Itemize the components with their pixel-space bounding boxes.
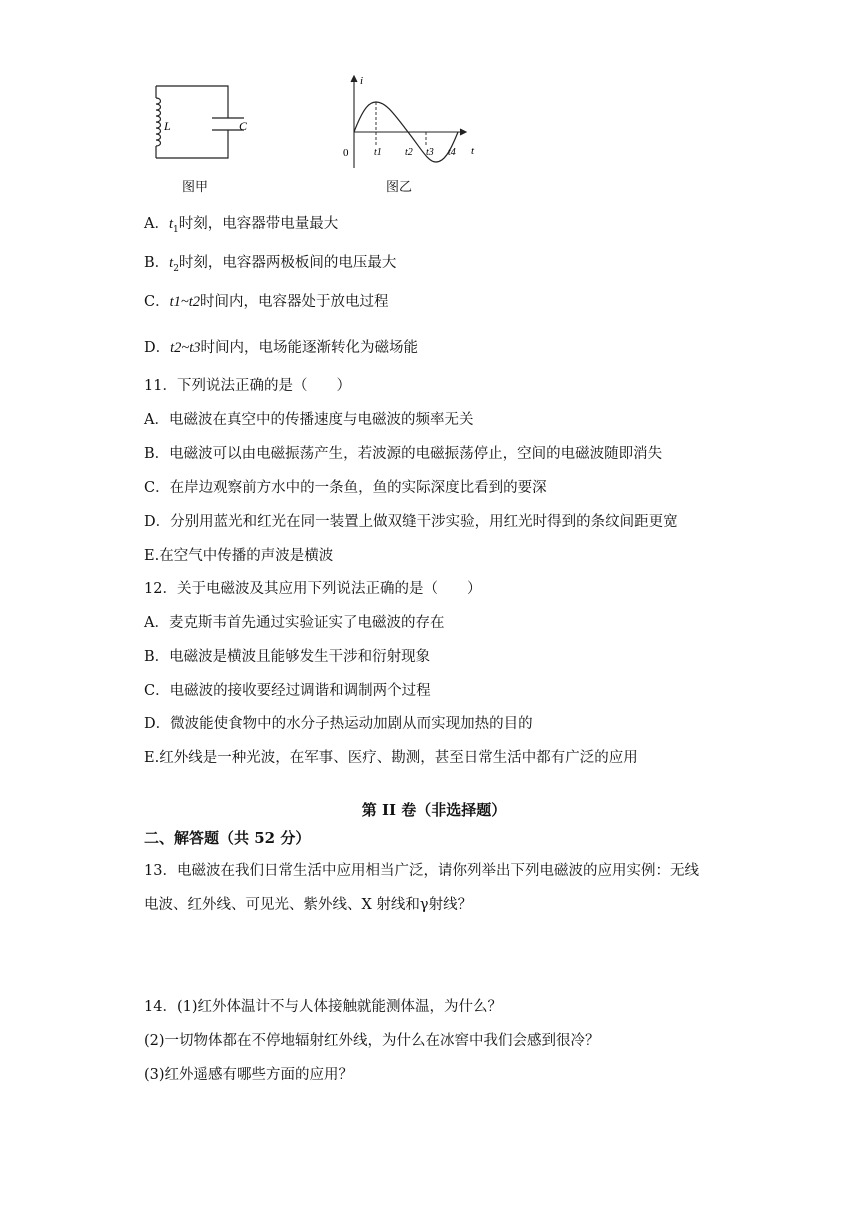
q12-stem: 12．关于电磁波及其应用下列说法正确的是（ ） bbox=[144, 581, 482, 597]
time-range: t2~t3 bbox=[170, 340, 201, 356]
origin-label: 0 bbox=[343, 147, 349, 159]
time-variable: t bbox=[169, 255, 174, 271]
q14-line-3: (3)红外遥感有哪些方面的应用？ bbox=[144, 1067, 354, 1083]
time-subscript: 1 bbox=[173, 224, 179, 235]
part-ii-title: 第 II 卷（非选择题） bbox=[361, 801, 507, 819]
q11-option-a: A．电磁波在真空中的传播速度与电磁波的频率无关 bbox=[144, 412, 474, 428]
q12-option-e: E.红外线是一种光波，在军事、医疗、勘测，甚至日常生活中都有广泛的应用 bbox=[144, 750, 638, 766]
lc-circuit-figure bbox=[148, 80, 258, 170]
time-range: t1~t2 bbox=[169, 294, 201, 310]
q11-option-e: E.在空气中传播的声波是横波 bbox=[144, 548, 334, 564]
tick-t2: t2 bbox=[405, 147, 413, 158]
option-prefix: B． bbox=[144, 255, 170, 271]
q11-option-d: D．分别用蓝光和红光在同一装置上做双缝干涉实验，用红光时得到的条纹间距更宽 bbox=[144, 514, 678, 530]
q11-option-b: B．电磁波可以由电磁振荡产生，若波源的电磁振荡停止，空间的电磁波随即消失 bbox=[144, 446, 663, 462]
q12-option-a: A．麦克斯韦首先通过实验证实了电磁波的存在 bbox=[144, 615, 445, 631]
q12-option-c: C．电磁波的接收要经过调谐和调制两个过程 bbox=[144, 683, 431, 699]
option-text: 时刻，电容器两极板间的电压最大 bbox=[178, 255, 397, 271]
current-time-graph bbox=[338, 72, 488, 172]
q11-option-c: C．在岸边观察前方水中的一条鱼，鱼的实际深度比看到的要深 bbox=[144, 480, 547, 496]
q13-line-1: 13．电磁波在我们日常生活中应用相当广泛，请你列举出下列电磁波的应用实例：无线 bbox=[144, 863, 699, 879]
capacitor-label: C bbox=[239, 119, 248, 133]
tick-t3: t3 bbox=[426, 147, 434, 158]
q10-option-c bbox=[144, 292, 389, 312]
q14-line-2: (2)一切物体都在不停地辐射红外线，为什么在冰窖中我们会感到很冷？ bbox=[144, 1033, 600, 1049]
q10-option-b bbox=[144, 253, 396, 279]
q13-line-2: 电波、红外线、可见光、紫外线、X 射线和γ射线？ bbox=[144, 897, 473, 913]
option-prefix: D． bbox=[144, 340, 171, 356]
option-prefix: A． bbox=[144, 216, 169, 232]
tick-t1: t1 bbox=[374, 147, 382, 158]
q10-option-a bbox=[144, 214, 338, 240]
option-text: 时间内，电容器处于放电过程 bbox=[200, 294, 389, 310]
figure-yi-caption: 图乙 bbox=[386, 180, 413, 195]
option-text: 时间内，电场能逐渐转化为磁场能 bbox=[200, 340, 419, 356]
q10-option-d bbox=[144, 338, 418, 358]
axis-t-label: t bbox=[471, 145, 475, 157]
q14-line-1: 14．(1)红外体温计不与人体接触就能测体温，为什么？ bbox=[144, 999, 502, 1015]
q12-option-d: D．微波能使食物中的水分子热运动加剧从而实现加热的目的 bbox=[144, 716, 533, 732]
option-text: 时刻，电容器带电量最大 bbox=[178, 216, 339, 232]
axis-i-label: i bbox=[360, 75, 364, 87]
section-answer-heading: 二、解答题（共 52 分） bbox=[144, 829, 311, 847]
q12-option-b: B．电磁波是横波且能够发生干涉和衍射现象 bbox=[144, 649, 431, 665]
tick-t4: t4 bbox=[448, 147, 456, 158]
time-variable: t bbox=[168, 216, 174, 232]
option-prefix: C． bbox=[144, 294, 170, 310]
time-subscript: 2 bbox=[173, 263, 179, 274]
inductor-label: L bbox=[164, 119, 171, 133]
graph-guides bbox=[376, 102, 426, 146]
figure-jia-caption: 图甲 bbox=[182, 180, 209, 195]
q11-stem: 11．下列说法正确的是（ ） bbox=[144, 378, 351, 394]
